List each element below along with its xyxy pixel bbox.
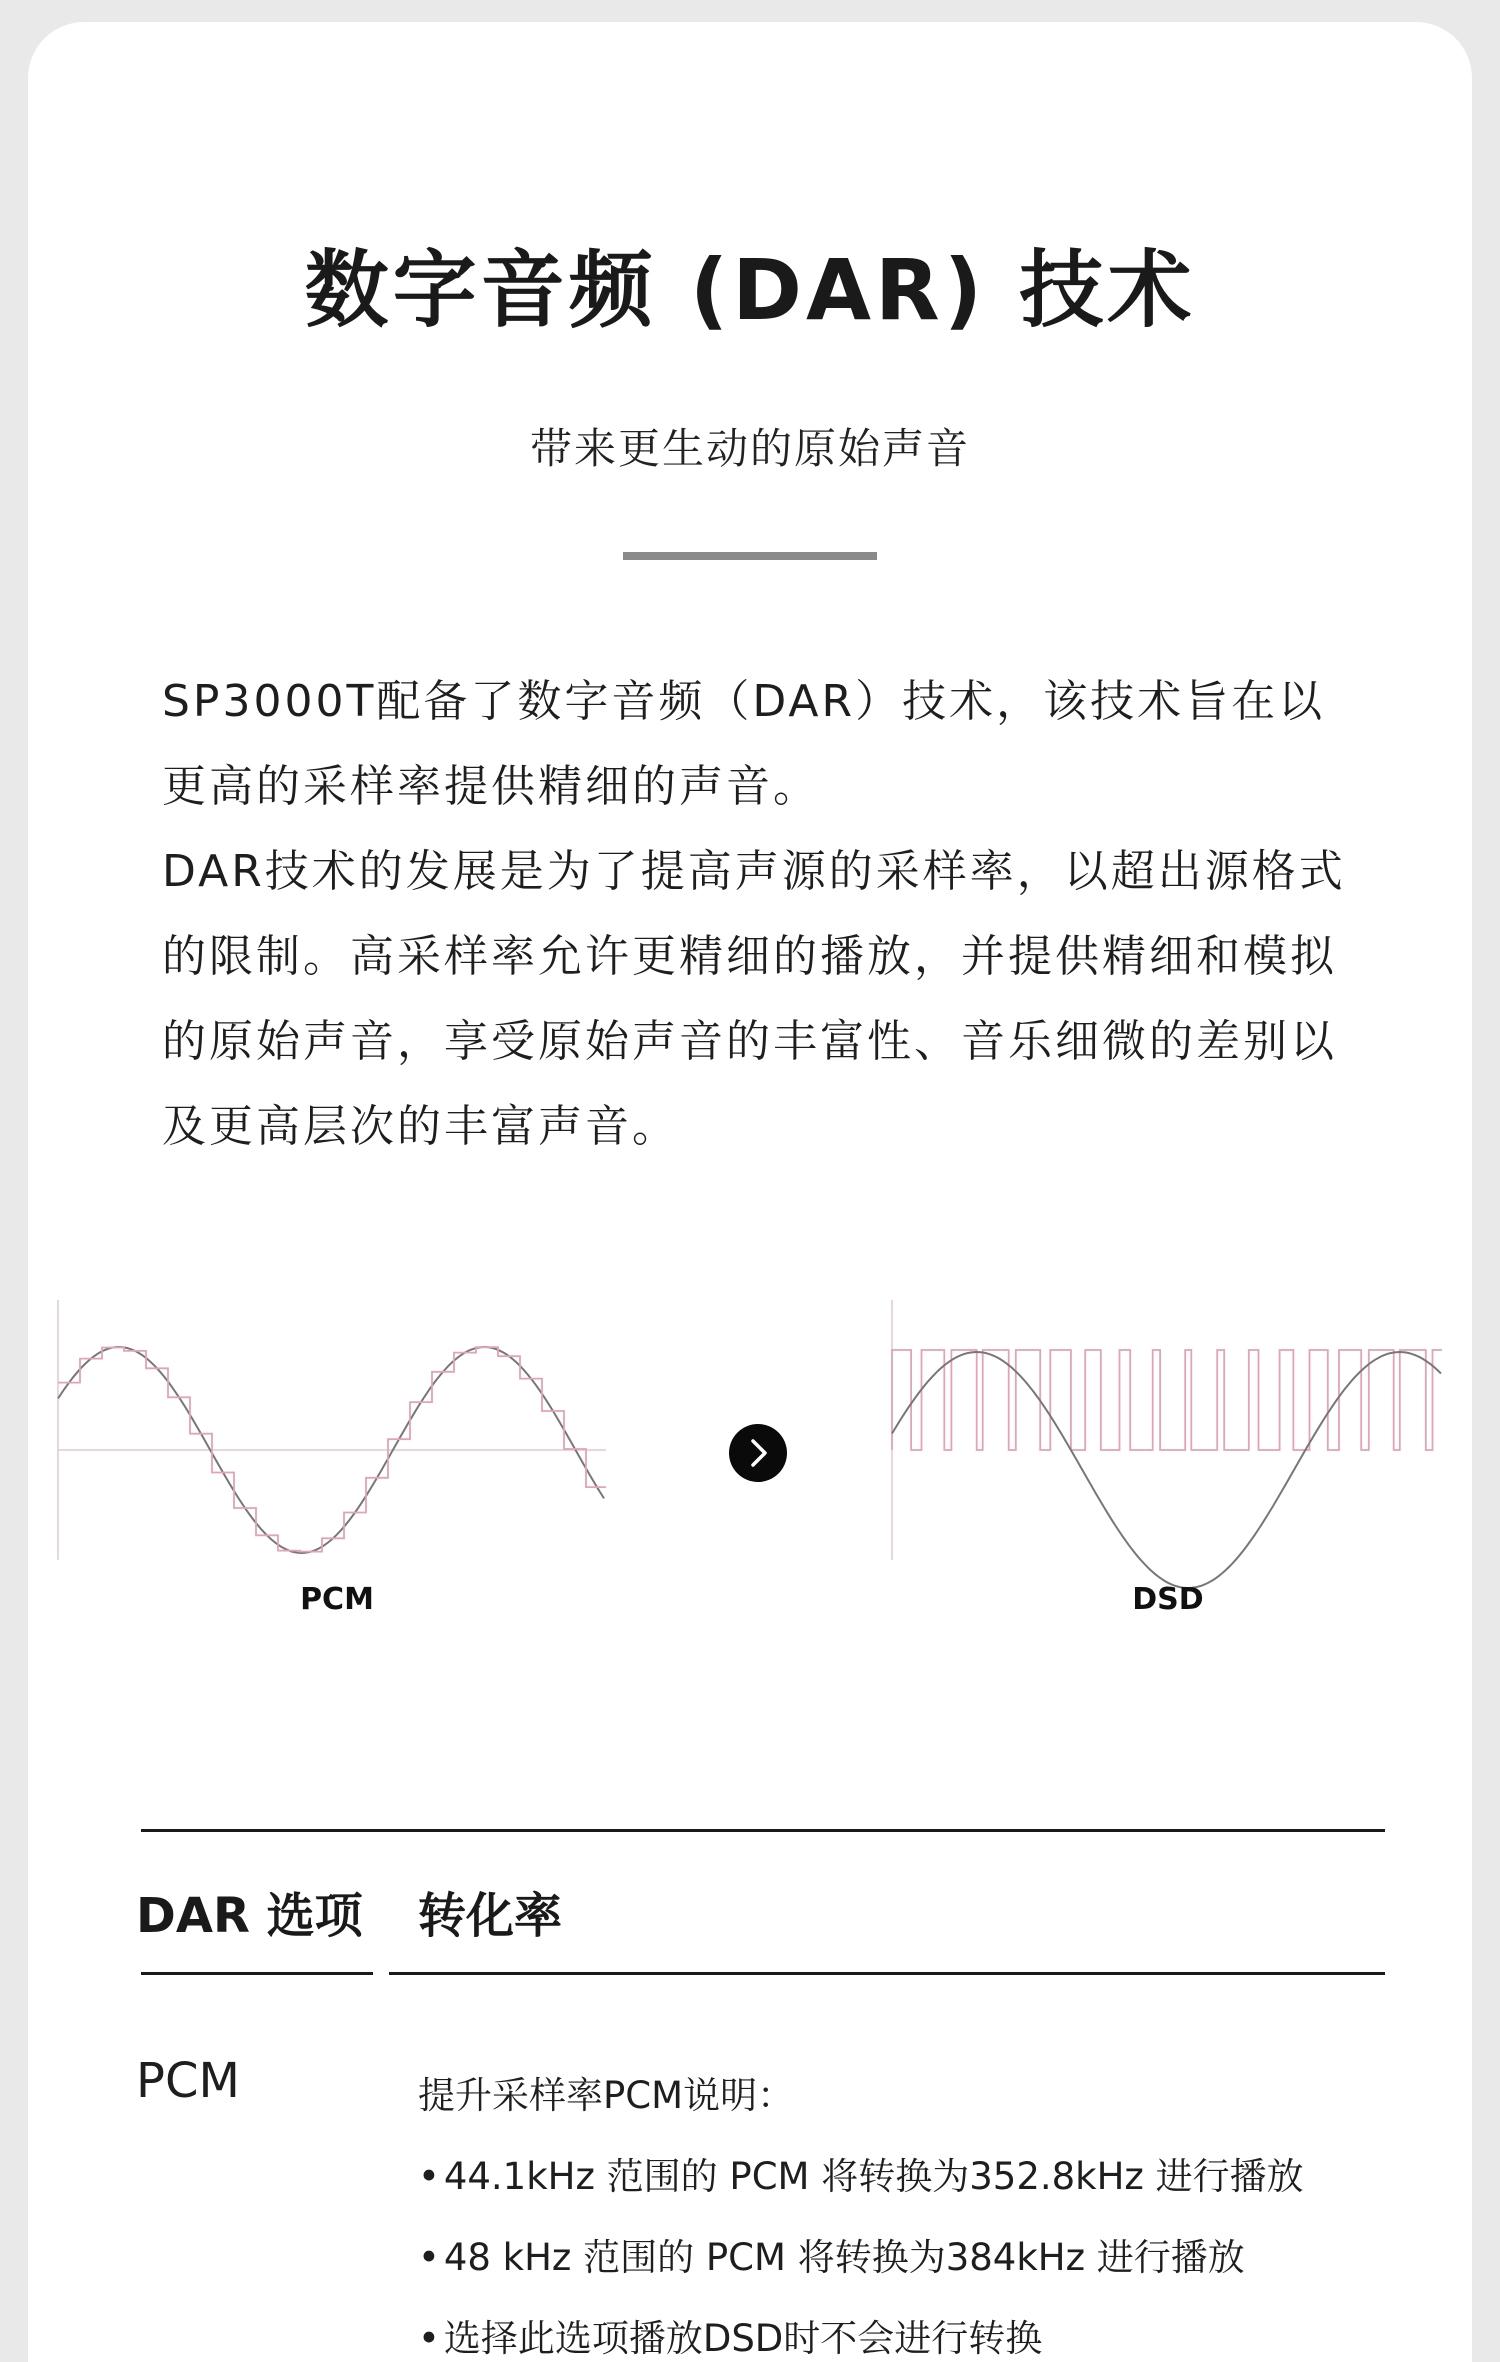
- table-top-rule: [141, 1829, 1385, 1832]
- table-header-rule-left: [141, 1972, 373, 1975]
- intro-text: [162, 659, 1372, 1169]
- list-item: • 44.1kHz 范围的 PCM 将转换为352.8kHz 进行播放: [418, 2136, 1438, 2217]
- table-row-option: PCM: [136, 2053, 240, 2109]
- dsd-waveform: [892, 1300, 1442, 1588]
- page-subtitle: 带来更生动的原始声音: [529, 424, 970, 473]
- intro-paragraph-1: SP3000T配备了数字音频（DAR）技术，该技术旨在以更高的采样率提供精细的声音。: [162, 676, 1326, 812]
- table-header-rate: 转化率: [418, 1888, 563, 1944]
- intro-paragraph-2: DAR技术的发展是为了提高声源的采样率，以超出源格式的限制。高采样率允许更精细的播放，并提供精细和模拟的原始声音，享受原始声音的丰富性、音乐细微的差别以及更高层次的丰富声音。: [162, 846, 1346, 1152]
- dsd-label: DSD: [1132, 1582, 1204, 1617]
- page-title: 数字音频 (DAR) 技术: [304, 241, 1196, 339]
- table-header-option: DAR 选项: [136, 1888, 363, 1944]
- table-header-rule-right: [389, 1972, 1385, 1975]
- pcm-label: PCM: [300, 1582, 374, 1617]
- dsd-sine-wave: [892, 1352, 1441, 1588]
- next-arrow-button[interactable]: [729, 1424, 787, 1482]
- list-item: • 选择此选项播放DSD时不会进行转换: [418, 2298, 1438, 2362]
- description-title: 提升采样率PCM说明：: [418, 2074, 795, 2117]
- title-divider: [623, 552, 877, 560]
- pcm-waveform: [58, 1300, 606, 1560]
- table-row-description: [418, 2055, 1438, 2362]
- dsd-pulse-train: [892, 1350, 1442, 1450]
- conversion-list: [418, 2136, 1438, 2362]
- content-card: [28, 22, 1472, 2362]
- list-item: • 48 kHz 范围的 PCM 将转换为384kHz 进行播放: [418, 2217, 1438, 2298]
- chevron-right-icon: [729, 1424, 787, 1482]
